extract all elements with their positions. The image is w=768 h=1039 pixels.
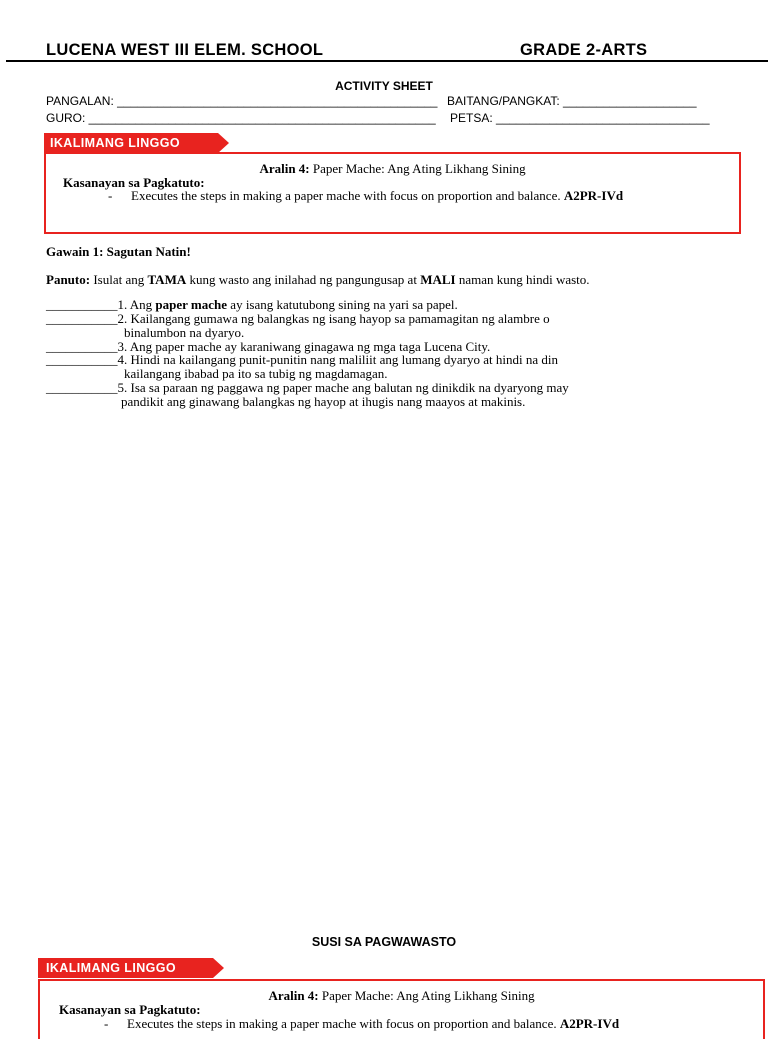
item-3-text: 3. Ang paper mache ay karaniwang ginagawa ng mga taga Lucena City.	[117, 339, 491, 354]
kasanayan-label-2: Kasanayan sa Pagkatuto:	[59, 1002, 201, 1017]
item-1-bold: paper mache	[155, 297, 228, 312]
aralin-name: Paper Mache: Ang Ating Likhang Sining	[312, 161, 526, 176]
panuto-part3: naman kung hindi wasto.	[458, 272, 590, 287]
school-name: LUCENA WEST III ELEM. SCHOOL	[46, 41, 324, 59]
panuto-tama: TAMA	[147, 272, 187, 287]
kasanayan-label: Kasanayan sa Pagkatuto:	[63, 175, 205, 190]
item-4-cont: kailangang ibabad pa ito sa tubig ng magdamagan.	[124, 366, 388, 381]
petsa-field[interactable]: PETSA: ________________________________	[450, 111, 710, 125]
item-5-text: 5. Isa sa paraan ng paggawa ng paper mache ang balutan ng dinikdik na dyaryong may	[117, 380, 569, 395]
lesson-box-2	[38, 979, 765, 1039]
item-1-post: ay isang katutubong sining na yari sa papel.	[230, 297, 458, 312]
competency-2: Executes the steps in making a paper mache with focus on proportion and balance.	[127, 1016, 557, 1031]
week-tab-arrow	[218, 133, 229, 153]
competency-code-2: A2PR-IVd	[559, 1016, 620, 1031]
competency-text	[131, 188, 623, 204]
bullet-dash: -	[108, 188, 113, 203]
header-rule	[6, 60, 768, 62]
baitang-field[interactable]: BAITANG/PANGKAT: ____________________	[447, 94, 697, 108]
week-tab-2-label: IKALIMANG LINGGO	[38, 958, 213, 978]
gawain-heading: Gawain 1: Sagutan Natin!	[46, 244, 191, 259]
aralin-label: Aralin 4:	[259, 161, 310, 176]
competency-code: A2PR-IVd	[563, 188, 624, 203]
bullet-dash-2: -	[104, 1016, 109, 1031]
week-tab-2	[38, 958, 233, 978]
answer-key-title: SUSI SA PAGWAWASTO	[311, 935, 457, 949]
item-2-cont: binalumbon na dyaryo.	[124, 325, 245, 340]
answer-blank[interactable]: ___________	[46, 380, 118, 395]
aralin-label-2: Aralin 4:	[268, 988, 319, 1003]
item-4-text: 4. Hindi na kailangang punit-punitin nang maliliit ang lumang dyaryo at hindi na din	[117, 352, 558, 367]
grade-subject: GRADE 2-ARTS	[520, 41, 648, 59]
aralin-name-2: Paper Mache: Ang Ating Likhang Sining	[321, 988, 535, 1003]
week-tab-2-arrow	[213, 958, 224, 978]
competency-text-2	[127, 1016, 619, 1032]
panuto-mali: MALI	[420, 272, 456, 287]
competency: Executes the steps in making a paper mache with focus on proportion and balance.	[131, 188, 561, 203]
panuto-part2: kung wasto ang inilahad ng pangungusap at	[189, 272, 417, 287]
answer-blank[interactable]: ___________	[46, 352, 118, 367]
answer-blank[interactable]: ___________	[46, 339, 118, 354]
week-tab	[44, 133, 234, 153]
item-1-pre: 1. Ang	[117, 297, 153, 312]
panuto-label: Panuto:	[46, 272, 91, 287]
item-5-cont: pandikit ang ginawang balangkas ng hayop at ihugis nang maayos at makinis.	[121, 394, 526, 409]
week-tab-label: IKALIMANG LINGGO	[44, 133, 218, 153]
pangalan-field[interactable]: PANGALAN: ________________________________________________	[46, 94, 438, 108]
activity-sheet-title: ACTIVITY SHEET	[335, 79, 433, 93]
item-2-text: 2. Kailangang gumawa ng balangkas ng isang hayop sa pamamagitan ng alambre o	[117, 311, 550, 326]
guro-field[interactable]: GURO: ____________________________________________________	[46, 111, 436, 125]
lesson-box	[44, 152, 741, 234]
panuto-line	[46, 272, 590, 288]
answer-blank[interactable]: ___________	[46, 297, 118, 312]
panuto-part1: Isulat ang	[93, 272, 145, 287]
item-2	[46, 311, 550, 327]
answer-blank[interactable]: ___________	[46, 311, 118, 326]
